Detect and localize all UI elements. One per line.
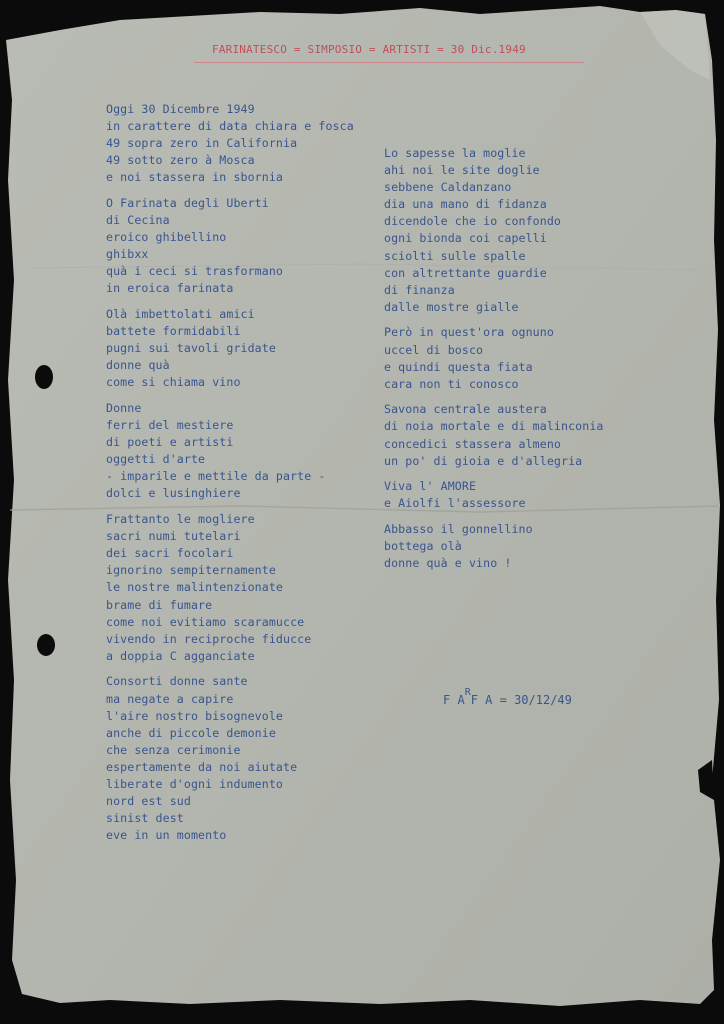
poem-line: eve in un momento [106,828,227,843]
poem-line: di Cecina [106,213,170,228]
poem-line: concedici stassera almeno [384,436,562,451]
poem-line: ferri del mestiere [106,418,234,433]
signature [443,687,572,707]
poem-line: che senza cerimonie [106,742,241,757]
poem-line: e quindi questa fiata [384,359,533,374]
poem-line: sciolti sulle spalle [384,248,526,263]
poem-line: di finanza [384,282,455,297]
poem-line: sebbene Caldanzano [384,180,512,195]
poem-line: dolci e lusinghiere [106,486,241,501]
poem-line: Però in quest'ora ognuno [384,325,554,340]
header-underline [194,62,584,63]
signature-superscript: R [464,687,471,698]
poem-line: dalle mostre gialle [384,299,519,314]
poem-line: Donne [106,401,142,415]
poem-line [384,393,603,402]
poem-line: Lo sapesse la moglie [384,146,526,160]
poem-line: come noi evitiamo scaramucce [106,614,305,629]
poem-line: Olà imbettolati amici [106,307,255,322]
poem-line [106,665,354,674]
poem-line: 49 sopra zero in California [106,136,298,151]
poem-line [106,392,354,401]
poem-line: a doppia C agganciate [106,648,255,663]
poem-line: e noi stassera in sbornia [106,170,284,185]
poem-line: battete formidabili [106,324,241,339]
poem-line: di noia mortale e di malinconia [384,419,604,434]
poem-line [106,503,354,512]
poem-line: cara non ti conosco [384,376,519,391]
poem-line [384,470,603,479]
poem-line: dia una mano di fidanza [384,197,547,212]
poem-line: eroico ghibellino [106,230,227,245]
poem-line: ignorino sempiternamente [106,563,276,578]
poem-line: uccel di bosco [384,342,484,357]
poem-line [384,512,603,521]
poem-line: quà i ceci si trasformano [106,264,284,279]
poem-line: nord est sud [106,794,191,809]
poem-line: bottega olà [384,538,462,553]
poem-line: liberate d'ogni indumento [106,776,284,791]
poem-line: - imparile e mettile da parte - [106,469,326,484]
poem-line: con altrettante guardie [384,265,547,280]
poem-line: in eroica farinata [106,281,234,296]
poem-line: vivendo in reciproche fiducce [106,631,312,646]
poem-line: Consorti donne sante [106,674,248,689]
poem-line: di poeti e artisti [106,435,234,450]
poem-line: dei sacri focolari [106,546,234,561]
poem-line: ghibxx [106,247,149,262]
poem-line: l'aire nostro bisognevole [106,708,284,723]
poem-line: sinist dest [106,811,184,826]
header-title: FARINATESCO = SIMPOSIO = ARTISTI = 30 Dic.1949 [212,43,526,56]
signature-part2: F A = 30/12/49 [470,693,572,707]
poem-line [384,316,603,325]
poem-line: in carattere di data chiara e fosca [106,119,354,134]
poem-line: le nostre malintenzionate [106,580,284,595]
poem-line: donne quà [106,358,170,373]
poem-line: donne quà e vino ! [384,556,512,571]
poem-line: ahi noi le site doglie [384,163,540,178]
poem-line: come si chiama vino [106,375,241,390]
poem-line: Frattanto le mogliere [106,512,255,527]
poem-line: Viva l' AMORE [384,479,477,494]
poem-line [106,298,354,307]
poem-line: oggetti d'arte [106,452,206,467]
poem-line: espertamente da noi aiutate [106,759,298,774]
poem-line: 49 sotto zero à Mosca [106,153,255,168]
poem-line [106,186,354,195]
poem-left-column [106,101,354,844]
poem-line: brame di fumare [106,597,213,612]
poem-line: Abbasso il gonnellino [384,521,533,536]
poem-line: O Farinata degli Uberti [106,195,269,210]
poem-line: anche di piccole demonie [106,725,276,740]
poem-line: un po' di gioia e d'allegria [384,453,583,468]
poem-line: e Aiolfi l'assessore [384,496,526,511]
poem-line: pugni sui tavoli gridate [106,341,276,356]
punch-hole-bottom [37,634,55,656]
poem-line: dicendole che io confondo [384,214,562,229]
punch-hole-top [35,365,53,389]
poem-line: ogni bionda coi capelli [384,231,547,246]
poem-line: ma negate a capire [106,691,234,706]
poem-right-column [384,145,603,572]
poem-line: Oggi 30 Dicembre 1949 [106,102,255,116]
signature-part1: F A [443,693,465,707]
poem-line: Savona centrale austera [384,402,547,417]
poem-line: sacri numi tutelari [106,529,241,544]
